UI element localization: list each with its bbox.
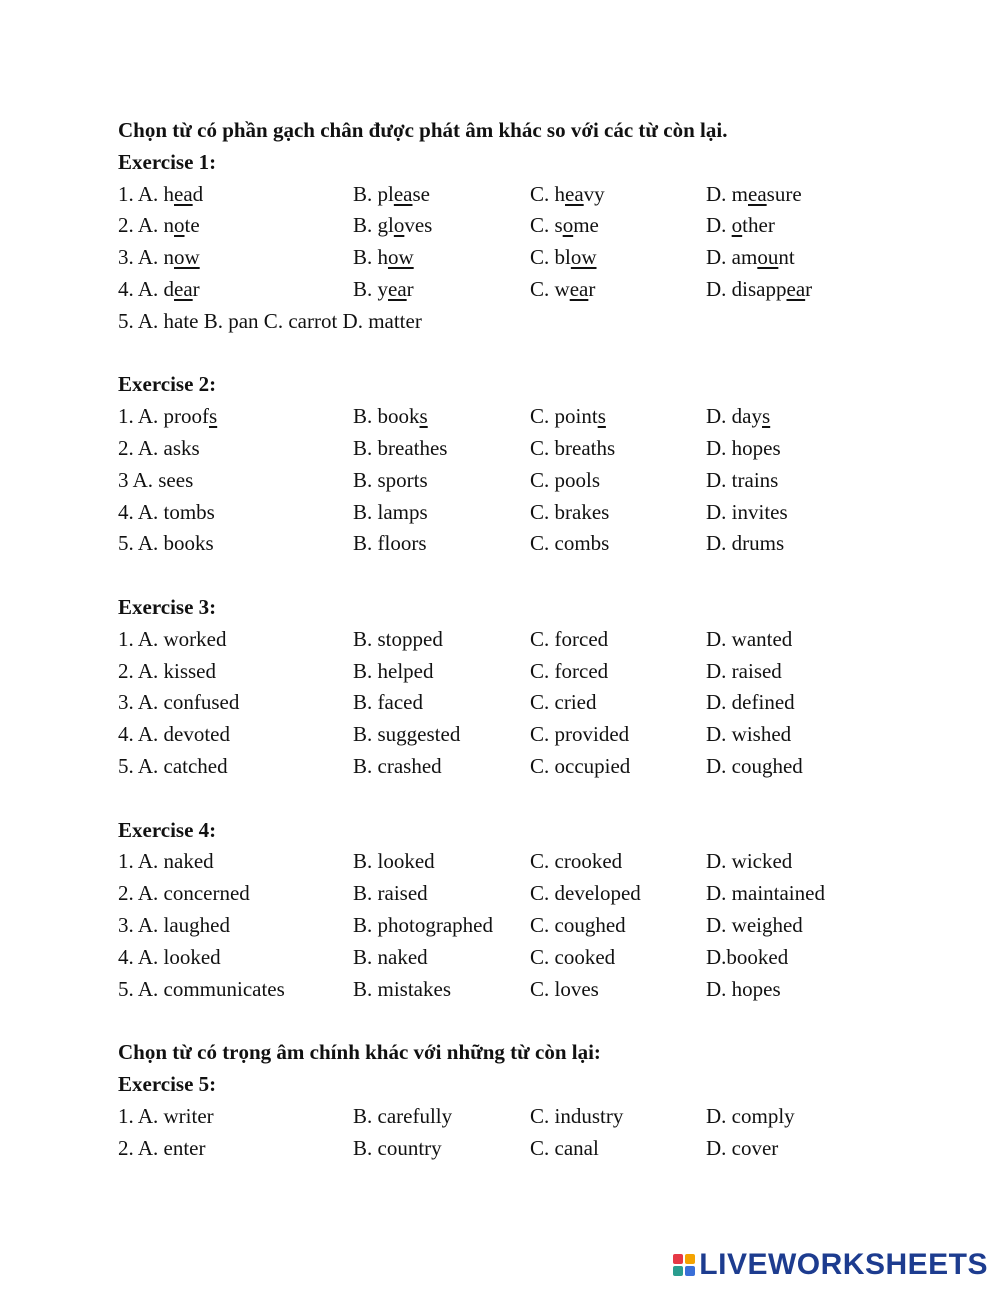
option-text-end: vy: [583, 181, 605, 206]
option-text: B. stopped: [353, 626, 443, 651]
question-row: [118, 878, 958, 910]
option-text: D. comply: [706, 1103, 795, 1128]
answer-option: [706, 846, 792, 878]
blank-line: [118, 783, 958, 815]
answer-option: [530, 656, 608, 688]
answer-option: [353, 210, 432, 242]
question-row: [118, 751, 958, 783]
question-row: [118, 528, 958, 560]
option-text: 5. A. communicates: [118, 976, 285, 1001]
option-text: 3. A. n: [118, 245, 175, 270]
answer-option: [706, 497, 788, 529]
answer-option: [706, 910, 803, 942]
answer-option: [706, 974, 781, 1006]
option-text: C. provided: [530, 722, 630, 747]
answer-option: [353, 656, 433, 688]
underlined-letters: ea: [748, 181, 767, 206]
answer-option: [353, 719, 460, 751]
underlined-letters: ea: [786, 276, 806, 301]
exercise-title: Exercise 1:: [118, 149, 217, 174]
exercise-title: Exercise 5:: [118, 1071, 217, 1096]
answer-option: [353, 401, 428, 433]
blank-line: [118, 1005, 958, 1037]
worksheet-content: [118, 115, 958, 1164]
underlined-letters: s: [762, 404, 771, 429]
option-text: B. pl: [353, 181, 394, 206]
answer-option: [706, 624, 792, 656]
option-text: 2. A. enter: [118, 1135, 206, 1160]
option-text: C. h: [530, 181, 566, 206]
underlined-letters: ow: [388, 245, 414, 270]
option-text: D. cover: [706, 1135, 779, 1160]
option-text: D. hopes: [706, 435, 781, 460]
answer-option: [353, 1101, 452, 1133]
answer-option: [118, 274, 200, 306]
underlined-letters: ea: [174, 276, 193, 301]
answer-option: [118, 497, 215, 529]
question-row: [118, 210, 958, 242]
answer-option: [530, 878, 641, 910]
option-text: B. lamps: [353, 499, 428, 524]
blank-line: [118, 560, 958, 592]
option-text-end: r: [805, 276, 813, 301]
answer-option: [530, 465, 600, 497]
answer-option: [706, 401, 770, 433]
answer-option: [118, 465, 193, 497]
answer-option: [530, 179, 605, 211]
liveworksheets-logo: [673, 1248, 988, 1282]
option-text-end: d: [192, 181, 204, 206]
answer-option: [353, 465, 428, 497]
option-text: 4. A. d: [118, 276, 175, 301]
option-text: D. coughed: [706, 753, 803, 778]
option-text: B. faced: [353, 690, 423, 715]
option-text: C. bl: [530, 245, 571, 270]
option-text: B. sports: [353, 467, 428, 492]
answer-option: [530, 210, 599, 242]
option-text: B. floors: [353, 531, 427, 556]
option-text: B. h: [353, 245, 389, 270]
option-text: 3. A. confused: [118, 690, 240, 715]
underlined-letters: ea: [569, 276, 589, 301]
option-text: D. invites: [706, 499, 788, 524]
option-text: C. forced: [530, 626, 609, 651]
option-text: B. mistakes: [353, 976, 451, 1001]
answer-option: [530, 497, 609, 529]
option-text: D. am: [706, 245, 758, 270]
answer-option: [353, 274, 414, 306]
answer-option: [118, 401, 217, 433]
answer-option: [530, 401, 606, 433]
option-text-end: ves: [404, 213, 433, 238]
answer-option: [530, 751, 630, 783]
answer-option: [530, 274, 595, 306]
option-text: B. raised: [353, 881, 428, 906]
answer-option: [530, 624, 608, 656]
question-row: [118, 846, 958, 878]
answer-option: [530, 1101, 623, 1133]
option-text: 2. A. kissed: [118, 658, 217, 683]
option-text: C. developed: [530, 881, 641, 906]
option-text: 1. A. worked: [118, 626, 227, 651]
underlined-letters: ou: [757, 245, 779, 270]
answer-option: [118, 687, 239, 719]
option-text: B. carefully: [353, 1103, 453, 1128]
option-text: 2. A. concerned: [118, 881, 250, 906]
answer-option: [353, 433, 447, 465]
question-row: [118, 433, 958, 465]
option-text: 4. A. tombs: [118, 499, 215, 524]
answer-option: [706, 719, 791, 751]
answer-option: [706, 465, 778, 497]
underlined-letters: s: [209, 404, 218, 429]
option-text: D. raised: [706, 658, 782, 683]
underlined-letters: ea: [565, 181, 584, 206]
option-text: C. breaths: [530, 435, 616, 460]
exercise-title: Exercise 3:: [118, 594, 217, 619]
underlined-letters: s: [597, 404, 606, 429]
option-text: D. trains: [706, 467, 779, 492]
answer-option: [118, 846, 214, 878]
answer-option: [118, 719, 230, 751]
option-text: C. pools: [530, 467, 601, 492]
answer-option: [118, 210, 200, 242]
underlined-letters: o: [731, 213, 743, 238]
question-row: [118, 179, 958, 211]
option-text-end: nt: [778, 245, 795, 270]
option-text: D. day: [706, 404, 762, 429]
answer-option: [706, 274, 812, 306]
option-text: D. m: [706, 181, 748, 206]
option-text: D. defined: [706, 690, 795, 715]
blank-line: [118, 338, 958, 370]
option-text: B. looked: [353, 849, 435, 874]
answer-option: [118, 942, 221, 974]
option-text: B. gl: [353, 213, 394, 238]
option-text: C. cooked: [530, 944, 616, 969]
option-text: C. crooked: [530, 849, 623, 874]
question-row: [118, 1133, 958, 1165]
question-row: [118, 974, 958, 1006]
option-text: D. disapp: [706, 276, 787, 301]
answer-option: [530, 846, 622, 878]
answer-option: [706, 210, 775, 242]
option-text: B. y: [353, 276, 389, 301]
question-row: [118, 687, 958, 719]
question-row: [118, 1101, 958, 1133]
answer-option: [118, 1101, 214, 1133]
question-row: [118, 910, 958, 942]
option-text: B. crashed: [353, 753, 442, 778]
answer-option: [353, 910, 493, 942]
option-text-end: r: [406, 276, 414, 301]
option-text-end: me: [573, 213, 599, 238]
option-text: B. helped: [353, 658, 434, 683]
option-text: 1. A. naked: [118, 849, 214, 874]
underlined-letters: o: [174, 213, 185, 238]
answer-option: [118, 974, 285, 1006]
answer-option: [706, 751, 803, 783]
answer-option: [706, 528, 784, 560]
underlined-letters: ow: [570, 245, 597, 270]
option-text: C. combs: [530, 531, 610, 556]
underlined-letters: s: [419, 404, 428, 429]
answer-option: [530, 687, 596, 719]
answer-option: [706, 1133, 778, 1165]
option-text: C. brakes: [530, 499, 610, 524]
option-text: C. occupied: [530, 753, 631, 778]
answer-option: [530, 974, 599, 1006]
question-row: [118, 274, 958, 306]
option-text: C. point: [530, 404, 598, 429]
logo-mark-icon: [673, 1254, 695, 1276]
option-text: 2. A. asks: [118, 435, 200, 460]
answer-option: [706, 656, 782, 688]
option-text: D. wicked: [706, 849, 793, 874]
answer-option: [530, 242, 597, 274]
option-text-end: se: [412, 181, 430, 206]
option-text-end: ther: [742, 213, 775, 238]
question-row: [118, 624, 958, 656]
option-text: 5. A. books: [118, 531, 214, 556]
answer-option: [118, 433, 200, 465]
option-text-end: r: [588, 276, 596, 301]
option-text: 3. A. laughed: [118, 912, 230, 937]
option-text: 2. A. n: [118, 213, 175, 238]
underlined-letters: o: [562, 213, 574, 238]
answer-option: [353, 687, 423, 719]
answer-option: [353, 179, 430, 211]
option-text: C. cried: [530, 690, 597, 715]
exercise-title: Exercise 2:: [118, 372, 217, 397]
option-text: C. w: [530, 276, 570, 301]
option-text: D. maintained: [706, 881, 825, 906]
answer-option: [530, 719, 629, 751]
section-heading-stress: Chọn từ có trọng âm chính khác với những từ còn lại:: [118, 1040, 601, 1065]
option-text: D. hopes: [706, 976, 781, 1001]
answer-option: [118, 242, 200, 274]
answer-option: [353, 942, 428, 974]
answer-option: [353, 751, 442, 783]
answer-option: [118, 1133, 205, 1165]
answer-option: [530, 942, 615, 974]
option-text: C. coughed: [530, 912, 626, 937]
underlined-letters: ea: [388, 276, 407, 301]
answer-option: [353, 1133, 442, 1165]
answer-option: [530, 433, 615, 465]
underlined-letters: ea: [393, 181, 413, 206]
question-row: [118, 465, 958, 497]
answer-option: [353, 242, 414, 274]
answer-option: [118, 751, 228, 783]
answer-option: [353, 497, 428, 529]
option-text-end: sure: [766, 181, 802, 206]
option-text: C. s: [530, 213, 563, 238]
option-text: C. forced: [530, 658, 609, 683]
answer-option: [706, 1101, 795, 1133]
option-text: 4. A. looked: [118, 944, 221, 969]
question-row: [118, 656, 958, 688]
option-text: D. weighed: [706, 912, 803, 937]
option-text: 1. A. proof: [118, 404, 209, 429]
answer-option: [353, 974, 451, 1006]
answer-option: [353, 878, 428, 910]
answer-option: [353, 528, 427, 560]
option-text: D. wanted: [706, 626, 793, 651]
option-text: 1. A. writer: [118, 1103, 214, 1128]
underlined-letters: ea: [174, 181, 193, 206]
answer-option: [118, 179, 203, 211]
answer-option: [118, 656, 216, 688]
option-text: D. wished: [706, 722, 792, 747]
question-row: [118, 942, 958, 974]
option-text: 1. A. h: [118, 181, 175, 206]
answer-option: [530, 1133, 599, 1165]
question-row: [118, 497, 958, 529]
question-row: [118, 242, 958, 274]
option-text: 3 A. sees: [118, 467, 194, 492]
answer-option: [118, 624, 227, 656]
option-text: B. book: [353, 404, 420, 429]
option-text: C. canal: [530, 1135, 599, 1160]
underlined-letters: ow: [174, 245, 200, 270]
answer-option: [530, 528, 609, 560]
question-row: [118, 401, 958, 433]
option-text: B. breathes: [353, 435, 448, 460]
option-text-end: te: [184, 213, 200, 238]
option-text: B. suggested: [353, 722, 461, 747]
answer-option: [118, 878, 250, 910]
exercise-title: Exercise 4:: [118, 817, 217, 842]
option-text: D.booked: [706, 944, 789, 969]
answer-option: [118, 528, 214, 560]
answer-option: [706, 433, 781, 465]
option-text: B. photographed: [353, 912, 493, 937]
answer-option: [353, 846, 435, 878]
option-text: C. loves: [530, 976, 599, 1001]
option-text: D. drums: [706, 531, 785, 556]
option-text: D.: [706, 213, 732, 238]
answer-option: [530, 910, 626, 942]
section-heading-pronunciation: Chọn từ có phần gạch chân được phát âm khác so với các từ còn lại.: [118, 118, 728, 142]
question-row: [118, 719, 958, 751]
answer-option: [706, 179, 802, 211]
question-row-inline: 5. A. hate B. pan C. carrot D. matter: [118, 308, 422, 333]
answer-option: [706, 942, 788, 974]
option-text: 4. A. devoted: [118, 722, 230, 747]
answer-option: [706, 878, 825, 910]
option-text: B. country: [353, 1135, 442, 1160]
option-text: B. naked: [353, 944, 428, 969]
underlined-letters: o: [393, 213, 405, 238]
option-text: C. industry: [530, 1103, 624, 1128]
answer-option: [353, 624, 443, 656]
answer-option: [118, 910, 230, 942]
answer-option: [706, 687, 795, 719]
option-text: 5. A. catched: [118, 753, 228, 778]
option-text-end: r: [192, 276, 200, 301]
logo-text: LIVEWORKSHEETS: [699, 1248, 988, 1281]
answer-option: [706, 242, 795, 274]
